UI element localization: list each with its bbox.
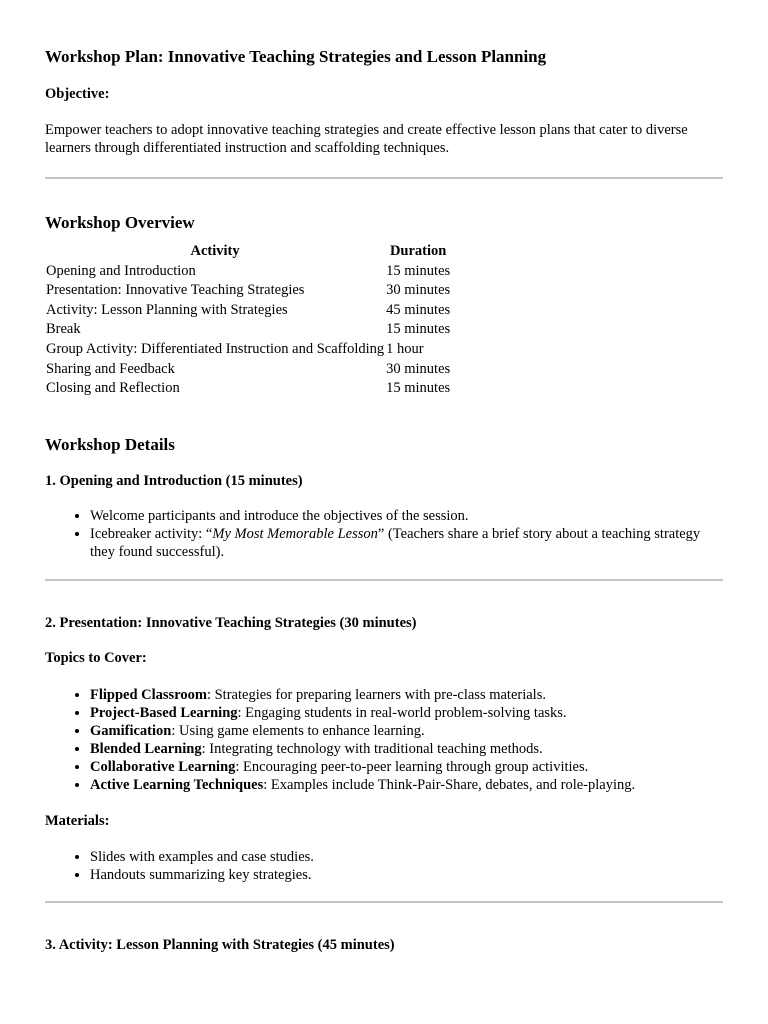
list-item (90, 740, 723, 758)
activity-cell: Opening and Introduction (46, 262, 196, 279)
section-3-heading: 3. Activity: Lesson Planning with Strategies (45 minutes) (45, 936, 395, 953)
list-item (90, 686, 723, 704)
table-row (45, 281, 451, 301)
divider (45, 901, 723, 903)
topic-term: Collaborative Learning (90, 758, 236, 775)
list-item (90, 848, 723, 866)
list-item (90, 525, 723, 561)
activity-cell: Closing and Reflection (46, 380, 180, 397)
topic-desc: : Using game elements to enhance learning. (171, 722, 425, 739)
column-header-activity: Activity (190, 243, 240, 259)
overview-heading: Workshop Overview (45, 213, 195, 232)
table-row (45, 301, 451, 321)
list-item (90, 776, 723, 794)
topic-term: Gamification (90, 722, 172, 739)
duration-cell: 45 minutes (386, 301, 451, 318)
topic-desc: : Integrating technology with traditional teaching methods. (201, 740, 543, 757)
table-row (45, 360, 451, 380)
topic-term: Active Learning Techniques (90, 776, 264, 793)
overview-table (45, 242, 451, 399)
materials-list (45, 848, 723, 884)
list-item-text: Welcome participants and introduce the objectives of the session. (90, 507, 469, 524)
activity-cell: Activity: Lesson Planning with Strategies (46, 301, 288, 318)
material-text: Handouts summarizing key strategies. (90, 866, 312, 883)
duration-cell: 15 minutes (386, 262, 451, 279)
topics-list (45, 686, 723, 794)
section-1-heading: 1. Opening and Introduction (15 minutes) (45, 472, 303, 489)
table-row (45, 340, 451, 360)
divider (45, 579, 723, 581)
list-item (90, 704, 723, 722)
table-row (45, 320, 451, 340)
topic-term: Project-Based Learning (90, 704, 238, 721)
duration-cell: 1 hour (386, 340, 424, 357)
topic-term: Flipped Classroom (90, 686, 207, 703)
list-item (90, 507, 723, 525)
topic-term: Blended Learning (90, 740, 202, 757)
list-item (90, 758, 723, 776)
activity-cell: Presentation: Innovative Teaching Strategies (46, 282, 305, 299)
topic-desc: : Engaging students in real-world problem-solving tasks. (237, 704, 567, 721)
activity-cell: Break (46, 321, 81, 338)
icebreaker-suffix: ” (Teachers share a brief story about a teaching strategy they found successful). (90, 525, 701, 560)
icebreaker-title: My Most Memorable Lesson (212, 525, 378, 542)
activity-cell: Sharing and Feedback (46, 360, 175, 377)
objective-heading: Objective: (45, 86, 110, 102)
materials-heading: Materials: (45, 812, 110, 829)
duration-cell: 30 minutes (386, 360, 451, 377)
activity-cell: Group Activity: Differentiated Instruction and Scaffolding (46, 340, 385, 357)
topics-heading: Topics to Cover: (45, 649, 147, 666)
table-row (45, 262, 451, 282)
topic-desc: : Strategies for preparing learners with pre-class materials. (206, 686, 546, 703)
topic-desc: : Examples include Think-Pair-Share, debates, and role-playing. (263, 776, 636, 793)
objective-text: Empower teachers to adopt innovative teaching strategies and create effective lesson plans that cater to diverse learners through differentiated instruction and scaffolding techniques. (45, 122, 688, 156)
topic-desc: : Encouraging peer-to-peer learning through group activities. (235, 758, 589, 775)
duration-cell: 30 minutes (386, 282, 451, 299)
table-row (45, 379, 451, 399)
section-2-heading: 2. Presentation: Innovative Teaching Strategies (30 minutes) (45, 614, 417, 631)
material-text: Slides with examples and case studies. (90, 848, 314, 865)
details-heading: Workshop Details (45, 434, 175, 454)
table-header-row (45, 242, 451, 262)
section-1-list (45, 507, 723, 561)
list-item (90, 866, 723, 884)
list-item (90, 722, 723, 740)
duration-cell: 15 minutes (386, 321, 451, 338)
divider (45, 177, 723, 179)
duration-cell: 15 minutes (386, 380, 451, 397)
column-header-duration: Duration (389, 243, 447, 259)
document-title: Workshop Plan: Innovative Teaching Strategies and Lesson Planning (45, 47, 547, 66)
icebreaker-prefix: Icebreaker activity: “ (90, 525, 213, 542)
